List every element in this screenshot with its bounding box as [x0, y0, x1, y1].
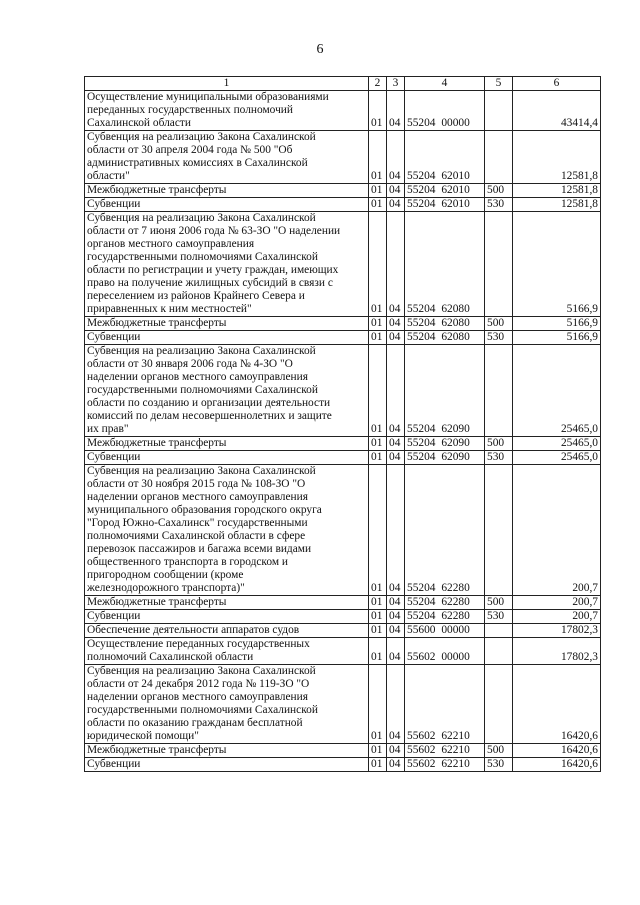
section-code-cell: 01 — [369, 345, 387, 437]
expense-type-code-cell — [485, 91, 513, 131]
table-row — [85, 198, 601, 212]
expense-type-code-cell: 530 — [485, 198, 513, 212]
table-row — [85, 624, 601, 638]
target-article-code-cell: 55204 62010 — [405, 131, 485, 184]
table-row — [85, 610, 601, 624]
expense-type-code-cell — [485, 131, 513, 184]
subsection-code-cell: 04 — [387, 638, 405, 665]
table-row — [85, 451, 601, 465]
expense-type-code-cell: 500 — [485, 596, 513, 610]
row-name-cell: Межбюджетные трансферты — [85, 744, 369, 758]
expense-type-code-cell: 530 — [485, 331, 513, 345]
row-name-cell: Субвенция на реализацию Закона Сахалинской области от 30 апреля 2004 года № 500 "Об административных комиссиях в Сахалинской области" — [85, 131, 369, 184]
header-cell: 5 — [485, 77, 513, 91]
row-name-cell: Субвенция на реализацию Закона Сахалинской области от 30 ноября 2015 года № 108-ЗО "О наделении органов местного самоуправления муниципального образования городского округа "Город Южно-Сахалинск" государственными полномочиями Сахалинской области в сфере перевозок пассажиров и багажа всеми видами общественного транспорта в городском и пригородном сообщении (кроме железнодорожного транспорта)" — [85, 465, 369, 596]
amount-cell: 25465,0 — [513, 345, 601, 437]
section-code-cell: 01 — [369, 317, 387, 331]
header-row — [85, 77, 601, 91]
row-name-cell: Субвенции — [85, 610, 369, 624]
amount-cell: 17802,3 — [513, 624, 601, 638]
section-code-cell: 01 — [369, 131, 387, 184]
target-article-code-cell: 55602 00000 — [405, 638, 485, 665]
amount-cell: 16420,6 — [513, 665, 601, 744]
subsection-code-cell: 04 — [387, 596, 405, 610]
table-row — [85, 638, 601, 665]
table-row — [85, 465, 601, 596]
amount-cell: 25465,0 — [513, 437, 601, 451]
row-name-cell: Субвенции — [85, 451, 369, 465]
row-name-cell: Субвенции — [85, 331, 369, 345]
subsection-code-cell: 04 — [387, 198, 405, 212]
subsection-code-cell: 04 — [387, 317, 405, 331]
table-row — [85, 317, 601, 331]
section-code-cell: 01 — [369, 437, 387, 451]
subsection-code-cell: 04 — [387, 451, 405, 465]
section-code-cell: 01 — [369, 184, 387, 198]
expense-type-code-cell: 530 — [485, 758, 513, 772]
target-article-code-cell: 55204 62010 — [405, 198, 485, 212]
budget-table — [84, 76, 601, 772]
target-article-code-cell: 55204 62090 — [405, 345, 485, 437]
target-article-code-cell: 55204 62090 — [405, 451, 485, 465]
table-row — [85, 665, 601, 744]
subsection-code-cell: 04 — [387, 465, 405, 596]
expense-type-code-cell — [485, 212, 513, 317]
table-row — [85, 331, 601, 345]
amount-cell: 12581,8 — [513, 184, 601, 198]
expense-type-code-cell: 530 — [485, 451, 513, 465]
row-name-cell: Субвенция на реализацию Закона Сахалинской области от 7 июня 2006 года № 63-ЗО "О наделении органов местного самоуправления государственными полномочиями Сахалинской области по регистрации и учету граждан, имеющих право на получение жилищных субсидий в связи с переселением из районов Крайнего Севера и приравненных к ним местностей" — [85, 212, 369, 317]
amount-cell: 5166,9 — [513, 212, 601, 317]
section-code-cell: 01 — [369, 638, 387, 665]
subsection-code-cell: 04 — [387, 437, 405, 451]
section-code-cell: 01 — [369, 198, 387, 212]
section-code-cell: 01 — [369, 451, 387, 465]
expense-type-code-cell — [485, 345, 513, 437]
row-name-cell: Обеспечение деятельности аппаратов судов — [85, 624, 369, 638]
table-row — [85, 345, 601, 437]
row-name-cell: Осуществление муниципальными образованиями переданных государственных полномочий Сахалинской области — [85, 91, 369, 131]
row-name-cell: Субвенция на реализацию Закона Сахалинской области от 30 января 2006 года № 4-ЗО "О наделении органов местного самоуправления государственными полномочиями Сахалинской области по созданию и организации деятельности комиссий по делам несовершеннолетних и защите их прав" — [85, 345, 369, 437]
subsection-code-cell: 04 — [387, 131, 405, 184]
section-code-cell: 01 — [369, 744, 387, 758]
table-row — [85, 744, 601, 758]
header-cell: 4 — [405, 77, 485, 91]
target-article-code-cell: 55600 00000 — [405, 624, 485, 638]
target-article-code-cell: 55204 62280 — [405, 610, 485, 624]
header-cell: 6 — [513, 77, 601, 91]
target-article-code-cell: 55204 62280 — [405, 465, 485, 596]
section-code-cell: 01 — [369, 624, 387, 638]
expense-type-code-cell: 500 — [485, 437, 513, 451]
expense-type-code-cell — [485, 465, 513, 596]
header-cell: 3 — [387, 77, 405, 91]
table-row — [85, 131, 601, 184]
page-number: 6 — [316, 42, 324, 57]
section-code-cell: 01 — [369, 212, 387, 317]
row-name-cell: Субвенция на реализацию Закона Сахалинской области от 24 декабря 2012 года № 119-ЗО "О наделении органов местного самоуправления государственными полномочиями Сахалинской области по оказанию гражданам бесплатной юридической помощи" — [85, 665, 369, 744]
table-row — [85, 596, 601, 610]
subsection-code-cell: 04 — [387, 624, 405, 638]
amount-cell: 5166,9 — [513, 317, 601, 331]
amount-cell: 16420,6 — [513, 758, 601, 772]
amount-cell: 16420,6 — [513, 744, 601, 758]
amount-cell: 200,7 — [513, 596, 601, 610]
row-name-cell: Субвенции — [85, 758, 369, 772]
subsection-code-cell: 04 — [387, 758, 405, 772]
subsection-code-cell: 04 — [387, 331, 405, 345]
row-name-cell: Межбюджетные трансферты — [85, 317, 369, 331]
amount-cell: 25465,0 — [513, 451, 601, 465]
section-code-cell: 01 — [369, 465, 387, 596]
row-name-cell: Субвенции — [85, 198, 369, 212]
table-row — [85, 184, 601, 198]
section-code-cell: 01 — [369, 610, 387, 624]
amount-cell: 200,7 — [513, 465, 601, 596]
section-code-cell: 01 — [369, 665, 387, 744]
row-name-cell: Межбюджетные трансферты — [85, 184, 369, 198]
subsection-code-cell: 04 — [387, 212, 405, 317]
target-article-code-cell: 55204 00000 — [405, 91, 485, 131]
target-article-code-cell: 55204 62080 — [405, 331, 485, 345]
subsection-code-cell: 04 — [387, 665, 405, 744]
table-row — [85, 212, 601, 317]
section-code-cell: 01 — [369, 331, 387, 345]
subsection-code-cell: 04 — [387, 744, 405, 758]
target-article-code-cell: 55602 62210 — [405, 665, 485, 744]
expense-type-code-cell: 500 — [485, 317, 513, 331]
target-article-code-cell: 55602 62210 — [405, 744, 485, 758]
target-article-code-cell: 55204 62280 — [405, 596, 485, 610]
table-row — [85, 91, 601, 131]
table-row — [85, 437, 601, 451]
target-article-code-cell: 55204 62010 — [405, 184, 485, 198]
row-name-cell: Осуществление переданных государственных полномочий Сахалинской области — [85, 638, 369, 665]
amount-cell: 200,7 — [513, 610, 601, 624]
expense-type-code-cell — [485, 638, 513, 665]
section-code-cell: 01 — [369, 758, 387, 772]
table-row — [85, 758, 601, 772]
subsection-code-cell: 04 — [387, 610, 405, 624]
amount-cell: 17802,3 — [513, 638, 601, 665]
header-cell: 2 — [369, 77, 387, 91]
amount-cell: 43414,4 — [513, 91, 601, 131]
row-name-cell: Межбюджетные трансферты — [85, 596, 369, 610]
target-article-code-cell: 55204 62080 — [405, 212, 485, 317]
section-code-cell: 01 — [369, 91, 387, 131]
expense-type-code-cell: 500 — [485, 184, 513, 198]
expense-type-code-cell — [485, 624, 513, 638]
target-article-code-cell: 55602 62210 — [405, 758, 485, 772]
target-article-code-cell: 55204 62080 — [405, 317, 485, 331]
expense-type-code-cell: 500 — [485, 744, 513, 758]
header-cell: 1 — [85, 77, 369, 91]
amount-cell: 12581,8 — [513, 198, 601, 212]
section-code-cell: 01 — [369, 596, 387, 610]
amount-cell: 12581,8 — [513, 131, 601, 184]
target-article-code-cell: 55204 62090 — [405, 437, 485, 451]
subsection-code-cell: 04 — [387, 91, 405, 131]
expense-type-code-cell — [485, 665, 513, 744]
subsection-code-cell: 04 — [387, 184, 405, 198]
subsection-code-cell: 04 — [387, 345, 405, 437]
expense-type-code-cell: 530 — [485, 610, 513, 624]
amount-cell: 5166,9 — [513, 331, 601, 345]
row-name-cell: Межбюджетные трансферты — [85, 437, 369, 451]
